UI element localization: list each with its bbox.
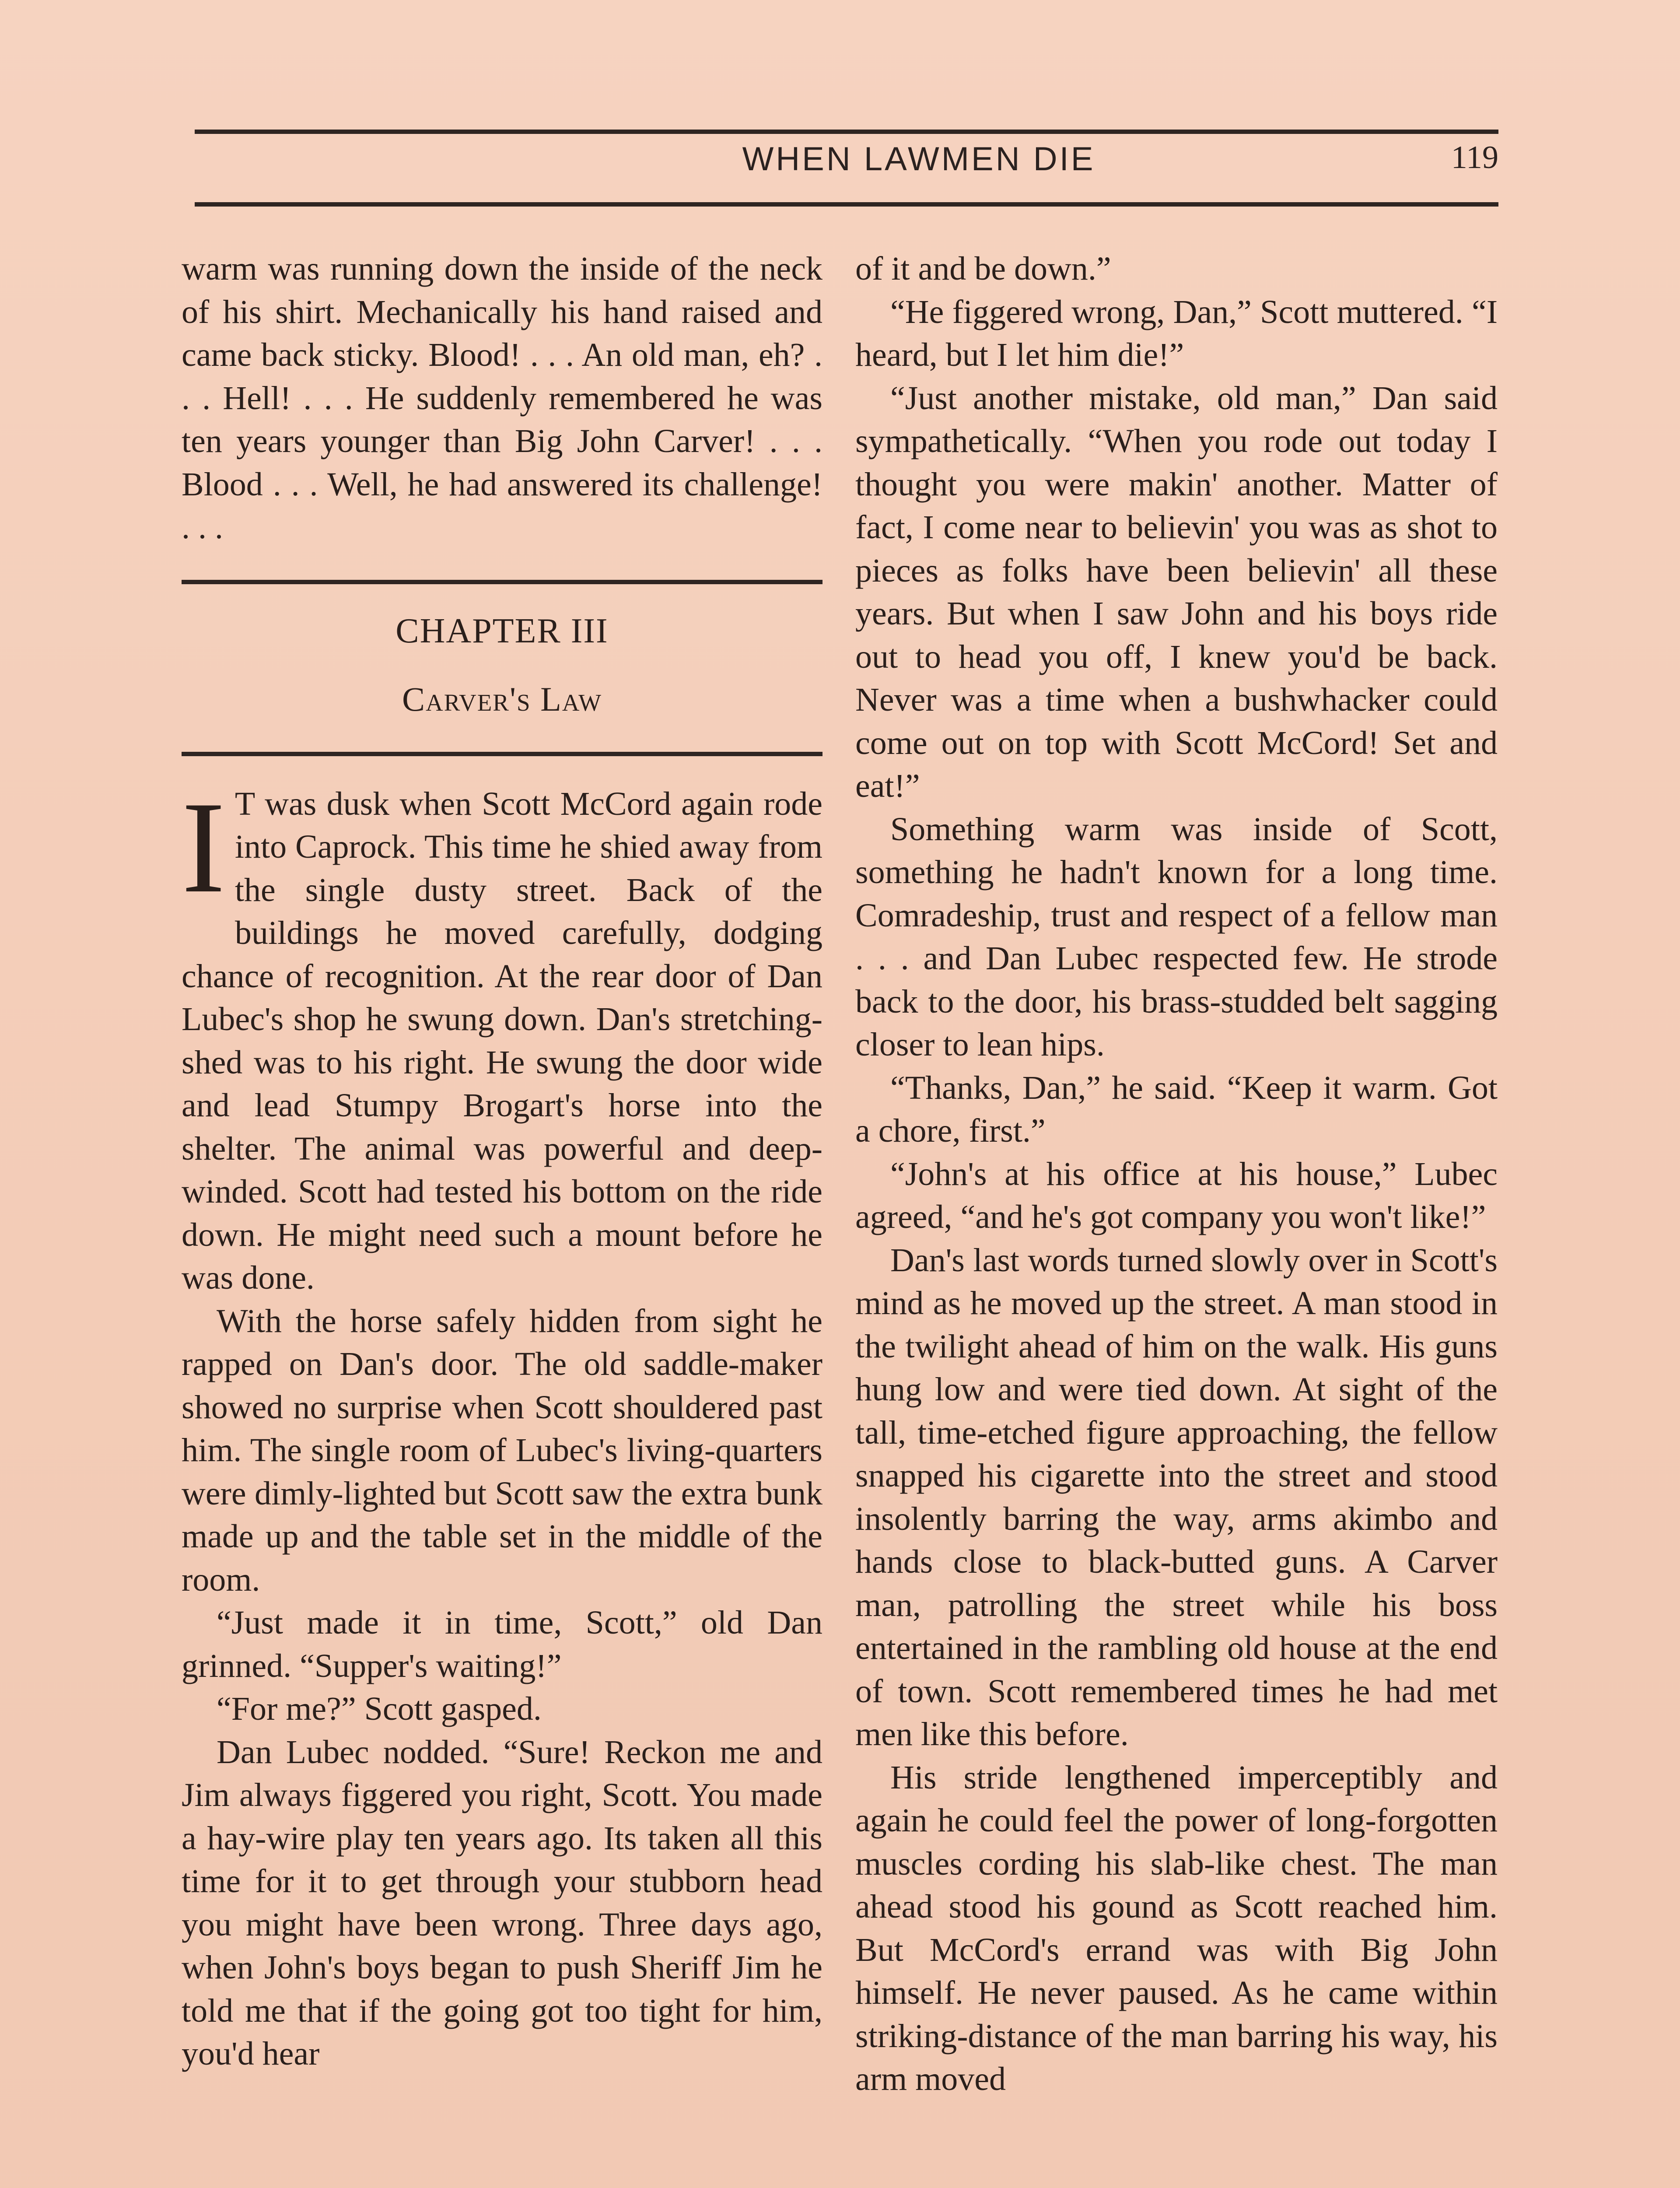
chapter-rule-top <box>182 580 822 584</box>
paragraph: His stride lengthened imperceptibly and again he could feel the power of long-forgotten muscles cording his slab-like chest. The man ahead stood his gound as Scott reached him. But McCord's errand was with Big John himself. He never paused. As he came within striking-distance of the man barring his way, his arm moved <box>855 1759 1498 2097</box>
paragraph: Dan's last words turned slowly over in Scott's mind as he moved up the street. A man stood in the twilight ahead of him on the walk. His guns hung low and were tied down. At sight of the tall, time-etched figure approaching, the fellow snapped his cigarette into the street and stood insolently barring the way, arms akimbo and hands close to black-butted guns. A Carver man, patrolling the street while his boss entertained in the rambling old house at the end of town. Scott remembered times he had met men like this before. <box>855 1241 1498 1753</box>
chapter-title: CHAPTER III <box>396 611 609 650</box>
chapter-rule-bottom <box>182 752 822 756</box>
paragraph: “For me?” Scott gasped. <box>217 1690 542 1727</box>
right-column <box>855 247 1498 2101</box>
left-column <box>182 247 822 2076</box>
opening-paragraph-text: T was dusk when Scott McCord again rode into Caprock. This time he shied away from the single dusty street. Back of the buildings he moved carefully, dodging chance of recognition. At the rear door of Dan Lubec's shop he swung down. Dan's stretching-shed was to his right. He swung the door wide and lead Stumpy Brogart's horse into the shelter. The animal was powerful and deep-winded. Scott had tested his bottom on the ride down. He might need such a mount before he was done. <box>182 785 822 1296</box>
paragraph: of it and be down.” <box>855 250 1111 287</box>
paragraph: With the horse safely hidden from sight he rapped on Dan's door. The old saddle-maker showed no surprise when Scott shouldered past him. The single room of Lubec's living-quarters were dimly-lighted but Scott saw the extra bunk made up and the table set in the middle of the room. <box>182 1302 822 1598</box>
paragraph: “John's at his office at his house,” Lubec agreed, “and he's got company you won't like!” <box>855 1155 1498 1235</box>
chapter-heading <box>182 580 822 756</box>
paragraph: Something warm was inside of Scott, something he hadn't known for a long time. Comradeship, trust and respect of a fellow man . . . and Dan Lubec respected few. He strode back to the door, his brass-studded belt sagging closer to lean hips. <box>855 810 1498 1063</box>
running-title: WHEN LAWMEN DIE <box>742 140 1096 178</box>
paragraph: “Just made it in time, Scott,” old Dan grinned. “Supper's waiting!” <box>182 1604 822 1684</box>
drop-cap: I <box>182 774 225 920</box>
page-number: 119 <box>1451 140 1498 175</box>
paragraph: “Thanks, Dan,” he said. “Keep it warm. Got a chore, first.” <box>855 1069 1498 1149</box>
paragraph: “He figgered wrong, Dan,” Scott muttered. “I heard, but I let him die!” <box>855 293 1498 373</box>
paragraph: warm was running down the inside of the neck of his shirt. Mechanically his hand raised and came back sticky. Blood! . . . An old man, eh? . . . Hell! . . . He suddenly remembered he was ten years younger than Big John Carver! . . . Blood . . . Well, he had answered its challenge! . . . <box>182 250 822 546</box>
opening-paragraph <box>182 774 822 1300</box>
header-rule-bottom <box>195 202 1498 207</box>
chapter-subtitle: Carver's Law <box>402 680 602 718</box>
header-rule-top <box>195 130 1498 134</box>
paragraph: “Just another mistake, old man,” Dan said sympathetically. “When you rode out today I thought you were makin' another. Matter of fact, I come near to believin' you was as shot to pieces as folks have been believin' all these years. But when I saw John and his boys ride out to head you off, I knew you'd be back. Never was a time when a bushwhacker could come out on top with Scott McCord! Set and eat!” <box>855 379 1498 804</box>
paragraph: Dan Lubec nodded. “Sure! Reckon me and Jim always figgered you right, Scott. You made a hay-wire play ten years ago. Its taken all this time for it to get through your stubborn head you might have been wrong. Three days ago, when John's boys began to push Sheriff Jim he told me that if the going got too tight for him, you'd hear <box>182 1733 822 2072</box>
